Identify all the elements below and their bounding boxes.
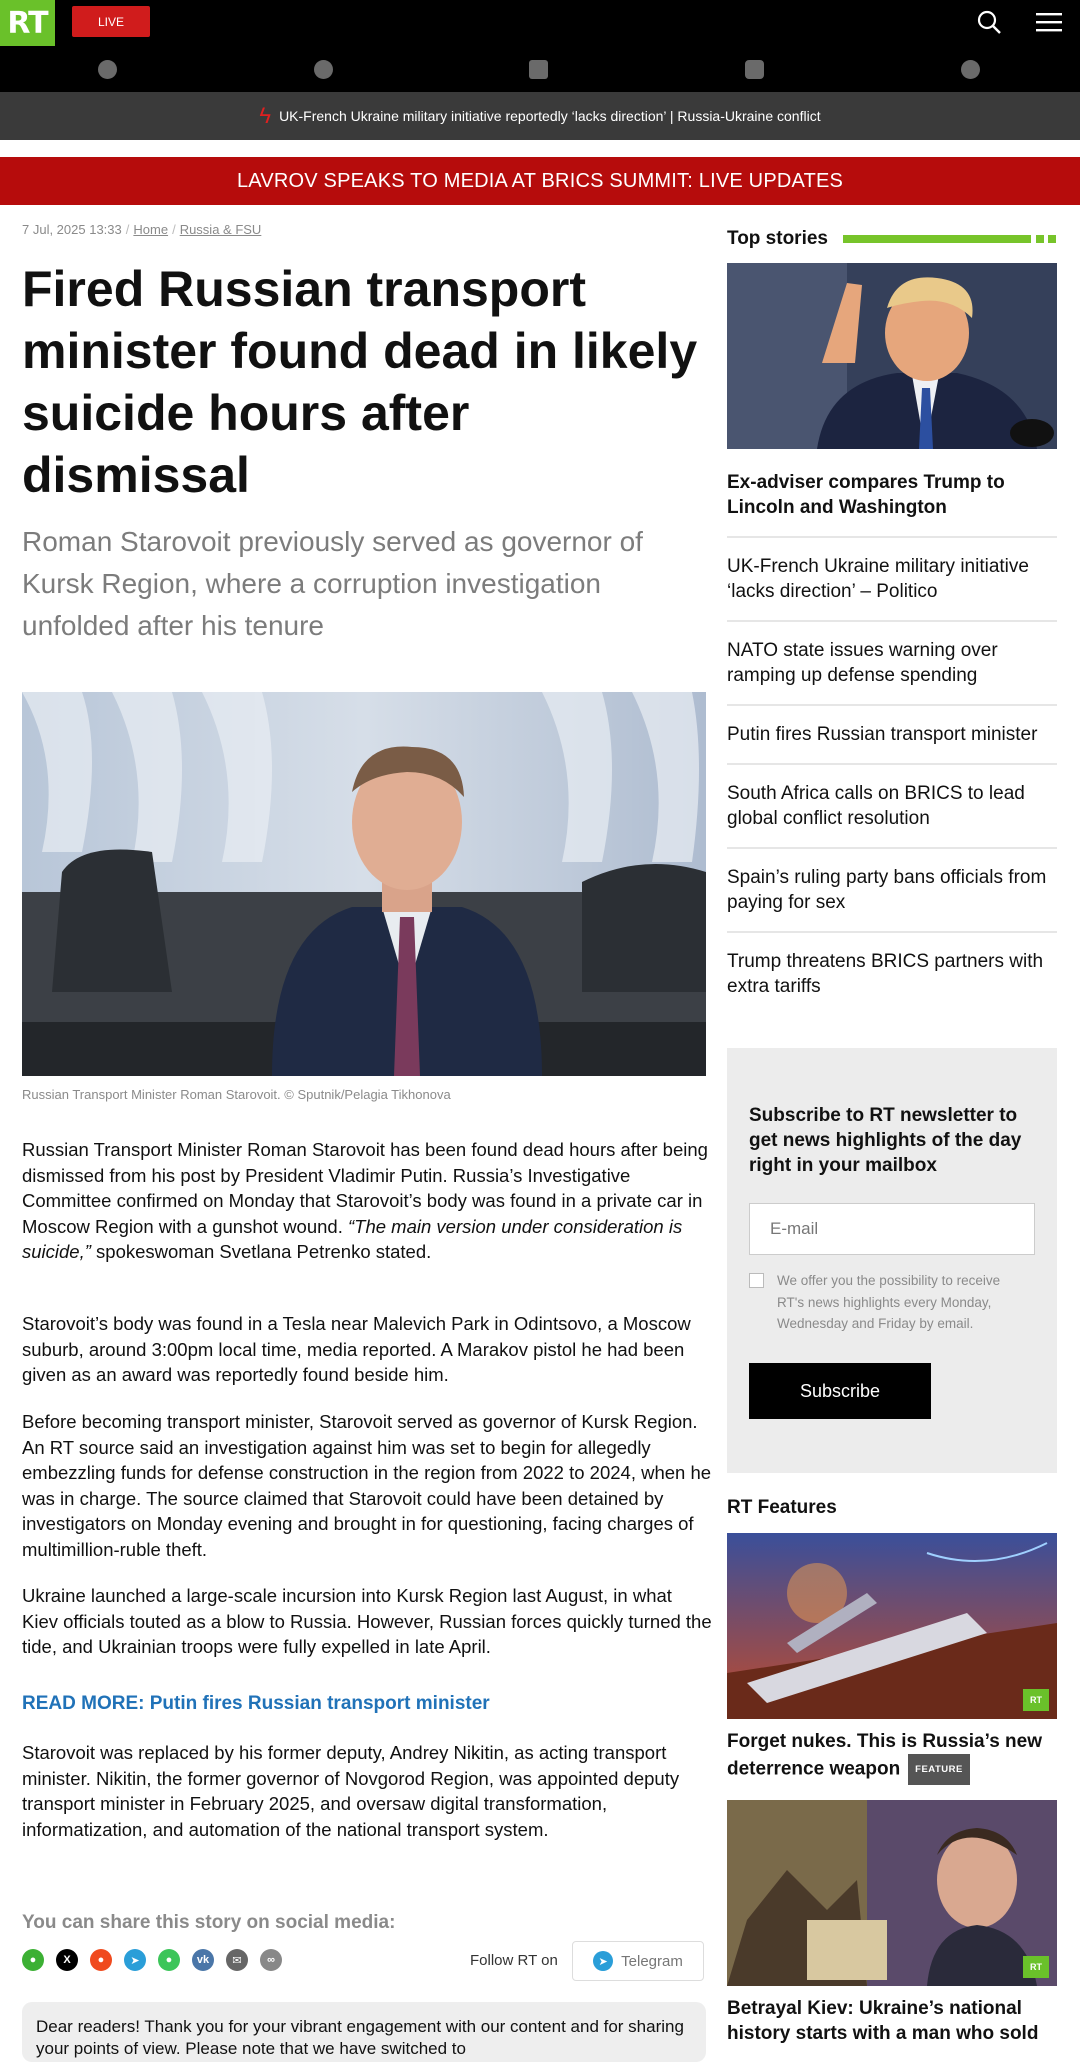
top-bar	[0, 0, 1080, 46]
publish-date: 7 Jul, 2025 13:33	[22, 222, 122, 237]
rt-features-title: RT Features	[727, 1497, 837, 1518]
feature-image-2[interactable]	[727, 1800, 1057, 1986]
social-links-bar	[0, 46, 1080, 92]
rt-logo[interactable]: RT	[0, 0, 55, 46]
x-share-icon[interactable]: X	[56, 1949, 78, 1971]
article-paragraph-2: Starovoit’s body was found in a Tesla near Malevich Park in Odintsovo, a Moscow suburb, around 3:00pm local time, media reported. A Marakov pistol he had been given as an award was reportedly found beside him.	[22, 1313, 691, 1385]
telegram-icon: ➤	[593, 1951, 613, 1971]
x-icon[interactable]	[314, 60, 333, 79]
consent-checkbox[interactable]	[749, 1273, 764, 1288]
article-summary: Roman Starovoit previously served as governor of Kursk Region, where a corruption investigation unfolded after his tenure	[22, 526, 643, 641]
whatsapp-share-icon[interactable]: ●	[158, 1949, 180, 1971]
read-more-link[interactable]: READ MORE: Putin fires Russian transport minister	[22, 1693, 490, 1714]
top-story-photo[interactable]	[727, 263, 1057, 449]
rumble-icon[interactable]	[961, 60, 980, 79]
share-icons	[22, 1949, 282, 1971]
subscribe-button[interactable]: Subscribe	[749, 1363, 931, 1419]
odysee-icon[interactable]	[745, 60, 764, 79]
accent-dot	[1036, 235, 1044, 243]
feature-title-1[interactable]	[727, 1729, 1057, 1785]
hamburger-menu-icon[interactable]	[1036, 11, 1062, 33]
telegram-share-icon[interactable]: ➤	[124, 1949, 146, 1971]
top-stories-accent-bar	[843, 235, 1031, 243]
vk-share-icon[interactable]: vk	[192, 1949, 214, 1971]
top-story-item[interactable]: NATO state issues warning over ramping up defense spending	[727, 638, 1057, 706]
live-button[interactable]: LIVE	[72, 6, 150, 37]
photo-caption: Russian Transport Minister Roman Starovoit. © Sputnik/Pelagia Tikhonova	[22, 1087, 451, 1102]
email-input[interactable]	[749, 1203, 1035, 1255]
top-story-item[interactable]: Putin fires Russian transport minister	[727, 722, 1057, 765]
wechat-share-icon[interactable]: ●	[22, 1949, 44, 1971]
rt-watermark: RT	[1023, 1956, 1049, 1978]
vk-icon[interactable]	[529, 60, 548, 79]
article-paragraph-1	[22, 1137, 712, 1265]
newsletter-box	[727, 1048, 1057, 1473]
top-story-item[interactable]: Trump threatens BRICS partners with extra tariffs	[727, 951, 1044, 997]
live-updates-banner[interactable]: LAVROV SPEAKS TO MEDIA AT BRICS SUMMIT: LIVE UPDATES	[0, 157, 1080, 205]
search-icon[interactable]	[976, 9, 1002, 35]
breaking-ticker[interactable]	[0, 92, 1080, 140]
top-story-item[interactable]: South Africa calls on BRICS to lead global conflict resolution	[727, 781, 1057, 849]
top-stories-list	[727, 470, 1057, 1031]
article-meta: 7 Jul, 2025 13:33 / Home / Russia & FSU	[22, 222, 262, 237]
top-story-item[interactable]: UK-French Ukraine military initiative ‘lacks direction’ – Politico	[727, 554, 1057, 622]
reddit-share-icon[interactable]: ●	[90, 1949, 112, 1971]
top-story-item[interactable]: Spain’s ruling party bans officials from paying for sex	[727, 865, 1057, 933]
ticker-text: UK-French Ukraine military initiative reportedly ‘lacks direction’ | Russia-Ukraine conflict	[279, 108, 821, 124]
feature-title-2[interactable]: Betrayal Kiev: Ukraine’s national history starts with a man who sold	[727, 1998, 1039, 2044]
breadcrumb-home[interactable]: Home	[133, 222, 169, 237]
follow-label: Follow RT on	[470, 1952, 558, 1969]
feature-badge: FEATURE	[908, 1754, 970, 1785]
top-stories-title: Top stories	[727, 228, 828, 249]
article-paragraph-4: Ukraine launched a large-scale incursion into Kursk Region last August, in what Kiev officials touted as a blow to Russia. However, Russian forces quickly turned the tide, and Ukrainian troops were fully expelled in late April.	[22, 1585, 712, 1657]
telegram-icon[interactable]	[98, 60, 117, 79]
rt-watermark: RT	[1023, 1689, 1049, 1711]
telegram-label: Telegram	[621, 1952, 683, 1970]
top-story-item[interactable]: Ex-adviser compares Trump to Lincoln and Washington	[727, 470, 1057, 538]
paragraph-1-text: Russian Transport Minister Roman Starovoit has been found dead hours after being dismissed from his post by President Vladimir Putin. Russia’s Investigative Committee confirmed on Monday that Starovoit’s body was found in a private car in Moscow Region with a gunshot wound.	[22, 1139, 708, 1237]
paragraph-1-text-end: spokeswoman Svetlana Petrenko stated.	[90, 1241, 432, 1262]
feature-image-1[interactable]	[727, 1533, 1057, 1719]
consent-text: We offer you the possibility to receive RT's news highlights every Monday, Wednesday and Friday by email.	[777, 1273, 1001, 1331]
email-share-icon[interactable]: ✉	[226, 1949, 248, 1971]
article-headline: Fired Russian transport minister found dead in likely suicide hours after dismissal	[22, 261, 698, 503]
paragraph-1-quote: “The main version under consideration is suicide,”	[22, 1215, 683, 1262]
article-paragraph-3: Before becoming transport minister, Starovoit served as governor of Kursk Region. An RT source said an investigation against him was set to begin for allegedly embezzling funds for defense construction in the region from 2022 to 2024, when he was in charge. The source claimed that Starovoit could have been detained by investigators on Monday evening and brought in for questioning, facing charges of multimillion-ruble theft.	[22, 1411, 712, 1560]
copy-link-icon[interactable]: ∞	[260, 1949, 282, 1971]
feature-title-text: Forget nukes. This is Russia’s new deterrence weapon	[727, 1731, 1042, 1780]
reader-notice: Dear readers! Thank you for your vibrant engagement with our content and for sharing your points of view. Please note that we have switched to	[22, 2002, 706, 2062]
share-title: You can share this story on social media:	[22, 1912, 396, 1933]
breadcrumb-russia-fsu[interactable]: Russia & FSU	[179, 222, 262, 237]
article-photo	[22, 692, 706, 1076]
accent-dot	[1048, 235, 1056, 243]
article-paragraph-5: Starovoit was replaced by his former deputy, Andrey Nikitin, as acting transport minister. Nikitin, the former governor of Novgorod Region, was appointed deputy transport minister in February 2025, and oversaw digital transformation, informatization, and automation of the national transport system.	[22, 1742, 680, 1840]
newsletter-title: Subscribe to RT newsletter to get news highlights of the day right in your mailbox	[749, 1105, 1022, 1176]
follow-telegram-button[interactable]	[572, 1941, 704, 1981]
lightning-icon: ϟ	[259, 103, 272, 128]
